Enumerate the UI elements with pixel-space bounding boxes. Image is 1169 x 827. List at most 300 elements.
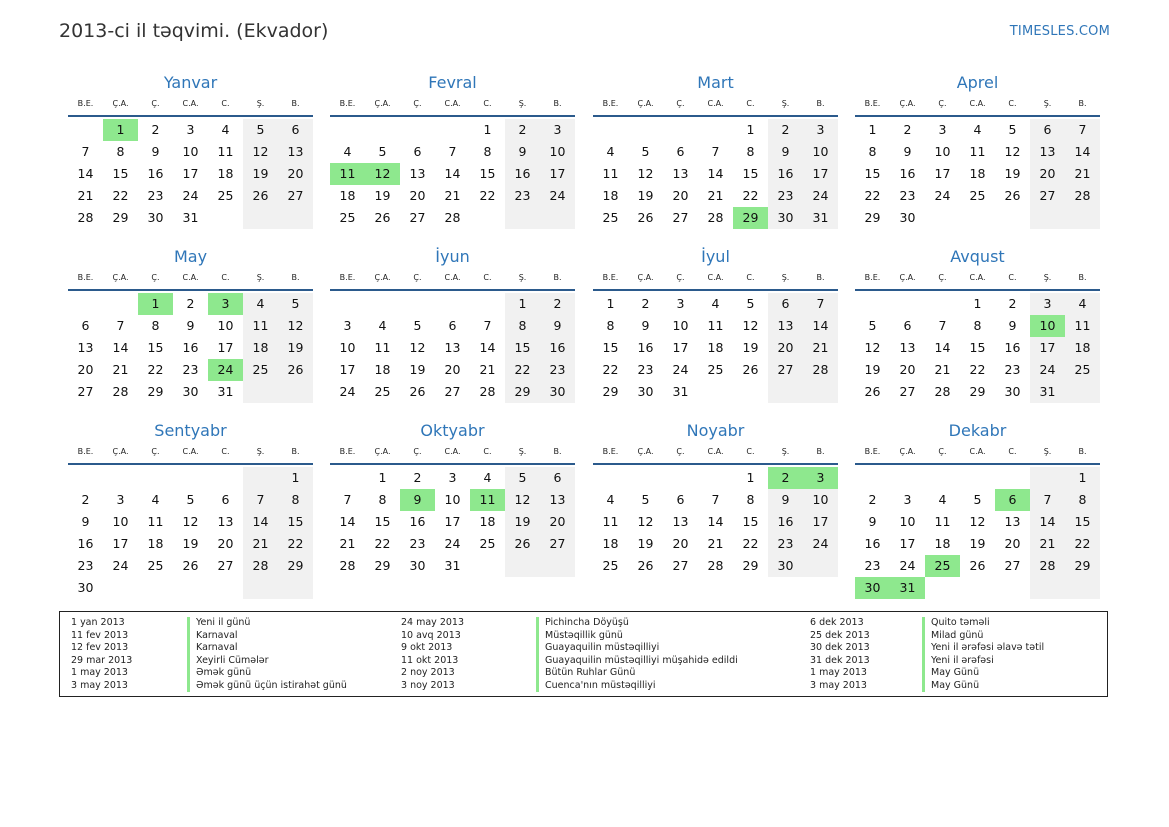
weekday-label: Ş. (781, 272, 790, 282)
day-cell: 2 (81, 492, 90, 507)
day-cell: 10 (217, 318, 234, 333)
day-cell: 17 (444, 514, 461, 529)
day-cell: 3 (803, 119, 838, 141)
empty-cell (925, 467, 960, 489)
week-row (593, 511, 838, 533)
week-row (68, 119, 313, 141)
month-block (855, 246, 1100, 403)
day-cell: 28 (77, 210, 94, 225)
day-cell: 4 (1065, 293, 1100, 315)
day-cell: 28 (707, 558, 724, 573)
weekday-label: Ş. (1043, 98, 1052, 108)
holiday-date: 1 may 2013 (810, 667, 867, 678)
day-cell: 5 (186, 492, 195, 507)
weekday-label: B. (553, 98, 562, 108)
week-row (68, 381, 313, 403)
day-cell: 11 (969, 144, 986, 159)
weekday-label: C.A. (707, 272, 724, 282)
day-cell: 24 (112, 558, 129, 573)
day-cell: 28 (112, 384, 129, 399)
day-cell: 17 (217, 340, 234, 355)
day-cell: 15 (112, 166, 129, 181)
day-cell: 5 (278, 293, 313, 315)
legend-names (187, 617, 347, 692)
empty-cell (138, 577, 173, 599)
holiday-name: Guayaquilin müstəqilliyi müşahidə edildi (536, 655, 738, 668)
day-cell: 25 (602, 558, 619, 573)
day-cell: 21 (707, 188, 724, 203)
day-cell: 12 (409, 340, 426, 355)
week-row (68, 467, 313, 489)
week-row (330, 337, 575, 359)
day-cell: 8 (483, 144, 492, 159)
day-cell: 18 (707, 340, 724, 355)
week-row (68, 207, 313, 229)
day-cell: 10 (444, 492, 461, 507)
week-row (855, 533, 1100, 555)
empty-cell (208, 577, 243, 599)
day-cell: 18 (969, 166, 986, 181)
day-cell: 6 (676, 492, 685, 507)
month-block (330, 246, 575, 403)
day-cell: 22 (505, 359, 540, 381)
weekday-label: C. (746, 272, 755, 282)
weekday-label: B. (816, 446, 825, 456)
day-cell: 31 (1030, 381, 1065, 403)
weekday-label: Ç.A. (374, 446, 391, 456)
weekday-label: B.E. (864, 98, 881, 108)
day-cell: 3 (116, 492, 125, 507)
week-row (330, 511, 575, 533)
holiday-name: May Günü (922, 680, 1044, 693)
empty-cell (855, 293, 890, 315)
holiday-name: Xeyirli Cümələr (187, 655, 347, 668)
empty-cell (278, 577, 313, 599)
day-cell: 30 (540, 381, 575, 403)
day-cell: 8 (116, 144, 125, 159)
empty-cell (925, 577, 960, 599)
day-cell: 25 (969, 188, 986, 203)
day-cell: 2 (868, 492, 877, 507)
day-cell: 24 (803, 533, 838, 555)
day-cell: 3 (803, 467, 838, 489)
weekday-label: B.E. (602, 98, 619, 108)
week-row (330, 315, 575, 337)
holiday-name: Bütün Ruhlar Günü (536, 667, 738, 680)
day-cell: 27 (1030, 185, 1065, 207)
weekday-label: Ş. (781, 446, 790, 456)
day-cell: 21 (444, 188, 461, 203)
empty-cell (698, 467, 733, 489)
empty-cell (1065, 207, 1100, 229)
empty-cell (330, 119, 365, 141)
header-rule (68, 115, 313, 117)
day-cell: 28 (934, 384, 951, 399)
month-block (68, 246, 313, 403)
week-row (330, 185, 575, 207)
holiday-name: Yeni il günü (187, 617, 347, 630)
week-row (330, 555, 575, 577)
holiday-date: 12 fev 2013 (71, 642, 129, 653)
weekday-label: Ç. (938, 446, 947, 456)
empty-cell (663, 119, 698, 141)
week-row (855, 381, 1100, 403)
day-cell: 29 (864, 210, 881, 225)
day-cell: 27 (444, 384, 461, 399)
week-row (68, 293, 313, 315)
month-block (855, 420, 1100, 599)
week-row (593, 489, 838, 511)
week-row (593, 533, 838, 555)
weekday-label: Ş. (781, 98, 790, 108)
month-name: Oktyabr (420, 421, 485, 440)
day-cell: 2 (540, 293, 575, 315)
day-cell: 29 (374, 558, 391, 573)
weekday-label: Ç.A. (112, 272, 129, 282)
empty-cell (138, 467, 173, 489)
weekday-label: C. (1008, 446, 1017, 456)
day-cell: 30 (182, 384, 199, 399)
day-cell: 31 (217, 384, 234, 399)
weekday-label: Ç.A. (637, 98, 654, 108)
day-cell: 24 (1030, 359, 1065, 381)
weekday-label: B. (1078, 272, 1087, 282)
day-cell: 18 (1065, 337, 1100, 359)
site-link[interactable]: TIMESLES.COM (1009, 24, 1110, 39)
month-name: Noyabr (686, 421, 745, 440)
header-rule (330, 289, 575, 291)
weekday-header (68, 268, 313, 286)
weekday-label: Ş. (518, 98, 527, 108)
weekday-label: Ç.A. (374, 272, 391, 282)
day-cell: 1 (378, 470, 387, 485)
empty-cell (698, 119, 733, 141)
week-row (593, 293, 838, 315)
day-cell: 21 (934, 362, 951, 377)
day-cell: 11 (707, 318, 724, 333)
day-cell: 31 (182, 210, 199, 225)
day-cell: 4 (483, 470, 492, 485)
week-row (593, 467, 838, 489)
day-cell: 9 (641, 318, 650, 333)
empty-cell (995, 577, 1030, 599)
day-cell: 27 (1004, 558, 1021, 573)
day-cell: 22 (278, 533, 313, 555)
day-cell: 23 (540, 359, 575, 381)
empty-cell (1030, 577, 1065, 599)
weekday-label: C.A. (707, 446, 724, 456)
legend-names (536, 617, 738, 692)
day-cell: 23 (147, 188, 164, 203)
day-cell: 22 (602, 362, 619, 377)
month-name: Yanvar (163, 73, 218, 92)
empty-cell (960, 577, 995, 599)
header-rule (330, 115, 575, 117)
weekday-header (68, 442, 313, 460)
weekday-label: C. (746, 446, 755, 456)
header-rule (855, 289, 1100, 291)
day-cell: 18 (217, 166, 234, 181)
day-cell: 21 (803, 337, 838, 359)
day-cell: 27 (899, 384, 916, 399)
day-cell: 21 (1030, 533, 1065, 555)
holiday-date: 2 noy 2013 (401, 667, 455, 678)
day-cell: 9 (151, 144, 160, 159)
day-cell: 13 (540, 489, 575, 511)
weekday-header (593, 94, 838, 112)
day-cell: 4 (221, 122, 230, 137)
empty-cell (663, 467, 698, 489)
empty-cell (330, 293, 365, 315)
day-cell: 10 (1030, 315, 1065, 337)
day-cell: 18 (934, 536, 951, 551)
day-cell: 1 (483, 122, 492, 137)
day-cell: 20 (409, 188, 426, 203)
weekday-label: Ç. (676, 446, 685, 456)
week-row (855, 207, 1100, 229)
day-cell: 9 (81, 514, 90, 529)
day-cell: 4 (243, 293, 278, 315)
header-rule (68, 289, 313, 291)
day-cell: 22 (147, 362, 164, 377)
day-cell: 16 (899, 166, 916, 181)
day-cell: 5 (378, 144, 387, 159)
empty-cell (400, 293, 435, 315)
day-cell: 22 (1065, 533, 1100, 555)
empty-cell (208, 207, 243, 229)
day-cell: 11 (330, 163, 365, 185)
week-row (593, 185, 838, 207)
weekday-label: C.A. (444, 98, 461, 108)
week-row (855, 359, 1100, 381)
day-cell: 20 (217, 536, 234, 551)
day-cell: 2 (186, 296, 195, 311)
empty-cell (1065, 381, 1100, 403)
holiday-name: Əmək günü üçün istirahət günü (187, 680, 347, 693)
day-cell: 28 (1065, 185, 1100, 207)
day-cell: 20 (278, 163, 313, 185)
day-cell: 6 (81, 318, 90, 333)
day-cell: 29 (505, 381, 540, 403)
day-cell: 27 (217, 558, 234, 573)
month-name: İyul (701, 247, 730, 266)
day-cell: 13 (899, 340, 916, 355)
day-cell: 17 (339, 362, 356, 377)
weekday-label: Ş. (256, 98, 265, 108)
holiday-legend (59, 611, 1108, 697)
day-cell: 29 (278, 555, 313, 577)
day-cell: 8 (151, 318, 160, 333)
day-cell: 13 (768, 315, 803, 337)
weekday-label: Ç.A. (899, 272, 916, 282)
weekday-label: Ç. (413, 272, 422, 282)
week-row (593, 119, 838, 141)
day-cell: 24 (208, 359, 243, 381)
day-cell: 1 (746, 470, 755, 485)
weekday-header (330, 268, 575, 286)
weekday-header (855, 94, 1100, 112)
day-cell: 25 (707, 362, 724, 377)
header-rule (68, 463, 313, 465)
day-cell: 23 (768, 185, 803, 207)
weekday-label: Ç. (676, 272, 685, 282)
month-name: Dekabr (948, 421, 1007, 440)
day-cell: 10 (803, 141, 838, 163)
day-cell: 29 (969, 384, 986, 399)
day-cell: 17 (899, 536, 916, 551)
day-cell: 24 (540, 185, 575, 207)
day-cell: 21 (479, 362, 496, 377)
weekday-label: B.E. (864, 446, 881, 456)
day-cell: 20 (1030, 163, 1065, 185)
week-row (330, 489, 575, 511)
day-cell: 4 (378, 318, 387, 333)
day-cell: 6 (768, 293, 803, 315)
holiday-date: 25 dek 2013 (810, 629, 870, 641)
day-cell: 29 (602, 384, 619, 399)
weekday-label: C. (483, 98, 492, 108)
day-cell: 27 (278, 185, 313, 207)
empty-cell (925, 293, 960, 315)
day-cell: 17 (934, 166, 951, 181)
day-cell: 7 (803, 293, 838, 315)
weekday-header (68, 94, 313, 112)
day-cell: 2 (151, 122, 160, 137)
day-cell: 31 (672, 384, 689, 399)
day-cell: 25 (243, 359, 278, 381)
day-cell: 5 (1008, 122, 1017, 137)
day-cell: 19 (969, 536, 986, 551)
empty-cell (1065, 577, 1100, 599)
day-cell: 2 (768, 119, 803, 141)
week-row (855, 185, 1100, 207)
day-cell: 23 (182, 362, 199, 377)
day-cell: 16 (637, 340, 654, 355)
day-cell: 20 (672, 188, 689, 203)
week-row (855, 337, 1100, 359)
day-cell: 27 (768, 359, 803, 381)
weekday-label: C. (483, 272, 492, 282)
week-row (330, 207, 575, 229)
day-cell: 24 (339, 384, 356, 399)
day-cell: 19 (374, 188, 391, 203)
week-row (68, 337, 313, 359)
month-name: May (173, 247, 208, 266)
day-cell: 8 (278, 489, 313, 511)
weekday-label: C. (483, 446, 492, 456)
month-block (593, 72, 838, 229)
weekday-label: Ş. (518, 272, 527, 282)
day-cell: 12 (742, 318, 759, 333)
day-cell: 8 (606, 318, 615, 333)
empty-cell (103, 467, 138, 489)
weekday-label: B.E. (77, 272, 94, 282)
week-row (855, 577, 1100, 599)
empty-cell (68, 293, 103, 315)
month-name: Mart (697, 73, 734, 92)
holiday-name: Yeni il ərəfəsi əlavə tətil (922, 642, 1044, 655)
week-row (68, 511, 313, 533)
weekday-header (855, 442, 1100, 460)
day-cell: 7 (1065, 119, 1100, 141)
day-cell: 28 (707, 210, 724, 225)
empty-cell (470, 293, 505, 315)
day-cell: 3 (938, 122, 947, 137)
day-cell: 20 (444, 362, 461, 377)
day-cell: 10 (112, 514, 129, 529)
day-cell: 26 (409, 384, 426, 399)
month-block (330, 420, 575, 577)
day-cell: 7 (448, 144, 457, 159)
day-cell: 30 (768, 555, 803, 577)
week-row (593, 207, 838, 229)
day-cell: 7 (1030, 489, 1065, 511)
day-cell: 1 (505, 293, 540, 315)
day-cell: 14 (112, 340, 129, 355)
empty-cell (733, 381, 768, 403)
header-rule (855, 463, 1100, 465)
week-row (593, 337, 838, 359)
empty-cell (243, 577, 278, 599)
day-cell: 23 (1004, 362, 1021, 377)
day-cell: 10 (672, 318, 689, 333)
empty-cell (435, 119, 470, 141)
weekday-label: B. (816, 98, 825, 108)
weekday-header (855, 268, 1100, 286)
day-cell: 12 (1004, 144, 1021, 159)
day-cell: 22 (374, 536, 391, 551)
week-row (330, 467, 575, 489)
day-cell: 21 (112, 362, 129, 377)
day-cell: 15 (602, 340, 619, 355)
day-cell: 18 (602, 536, 619, 551)
day-cell: 6 (676, 144, 685, 159)
header-rule (330, 463, 575, 465)
day-cell: 12 (182, 514, 199, 529)
month-block (330, 72, 575, 229)
empty-cell (890, 467, 925, 489)
week-row (68, 185, 313, 207)
day-cell: 20 (540, 511, 575, 533)
holiday-name: Pichincha Döyüşü (536, 617, 738, 630)
day-cell: 26 (1004, 188, 1021, 203)
day-cell: 1 (103, 119, 138, 141)
legend-names (922, 617, 1044, 692)
day-cell: 5 (746, 296, 755, 311)
day-cell: 17 (803, 163, 838, 185)
day-cell: 10 (182, 144, 199, 159)
weekday-label: Ç. (413, 446, 422, 456)
day-cell: 8 (1065, 489, 1100, 511)
empty-cell (960, 207, 995, 229)
weekday-label: C. (221, 446, 230, 456)
day-cell: 9 (400, 489, 435, 511)
week-row (330, 359, 575, 381)
day-cell: 6 (448, 318, 457, 333)
empty-cell (68, 467, 103, 489)
day-cell: 28 (243, 555, 278, 577)
week-row (855, 119, 1100, 141)
empty-cell (243, 467, 278, 489)
day-cell: 18 (479, 514, 496, 529)
empty-cell (103, 577, 138, 599)
empty-cell (540, 207, 575, 229)
day-cell: 13 (672, 166, 689, 181)
day-cell: 11 (470, 489, 505, 511)
day-cell: 9 (768, 141, 803, 163)
day-cell: 8 (973, 318, 982, 333)
weekday-label: Ş. (1043, 446, 1052, 456)
